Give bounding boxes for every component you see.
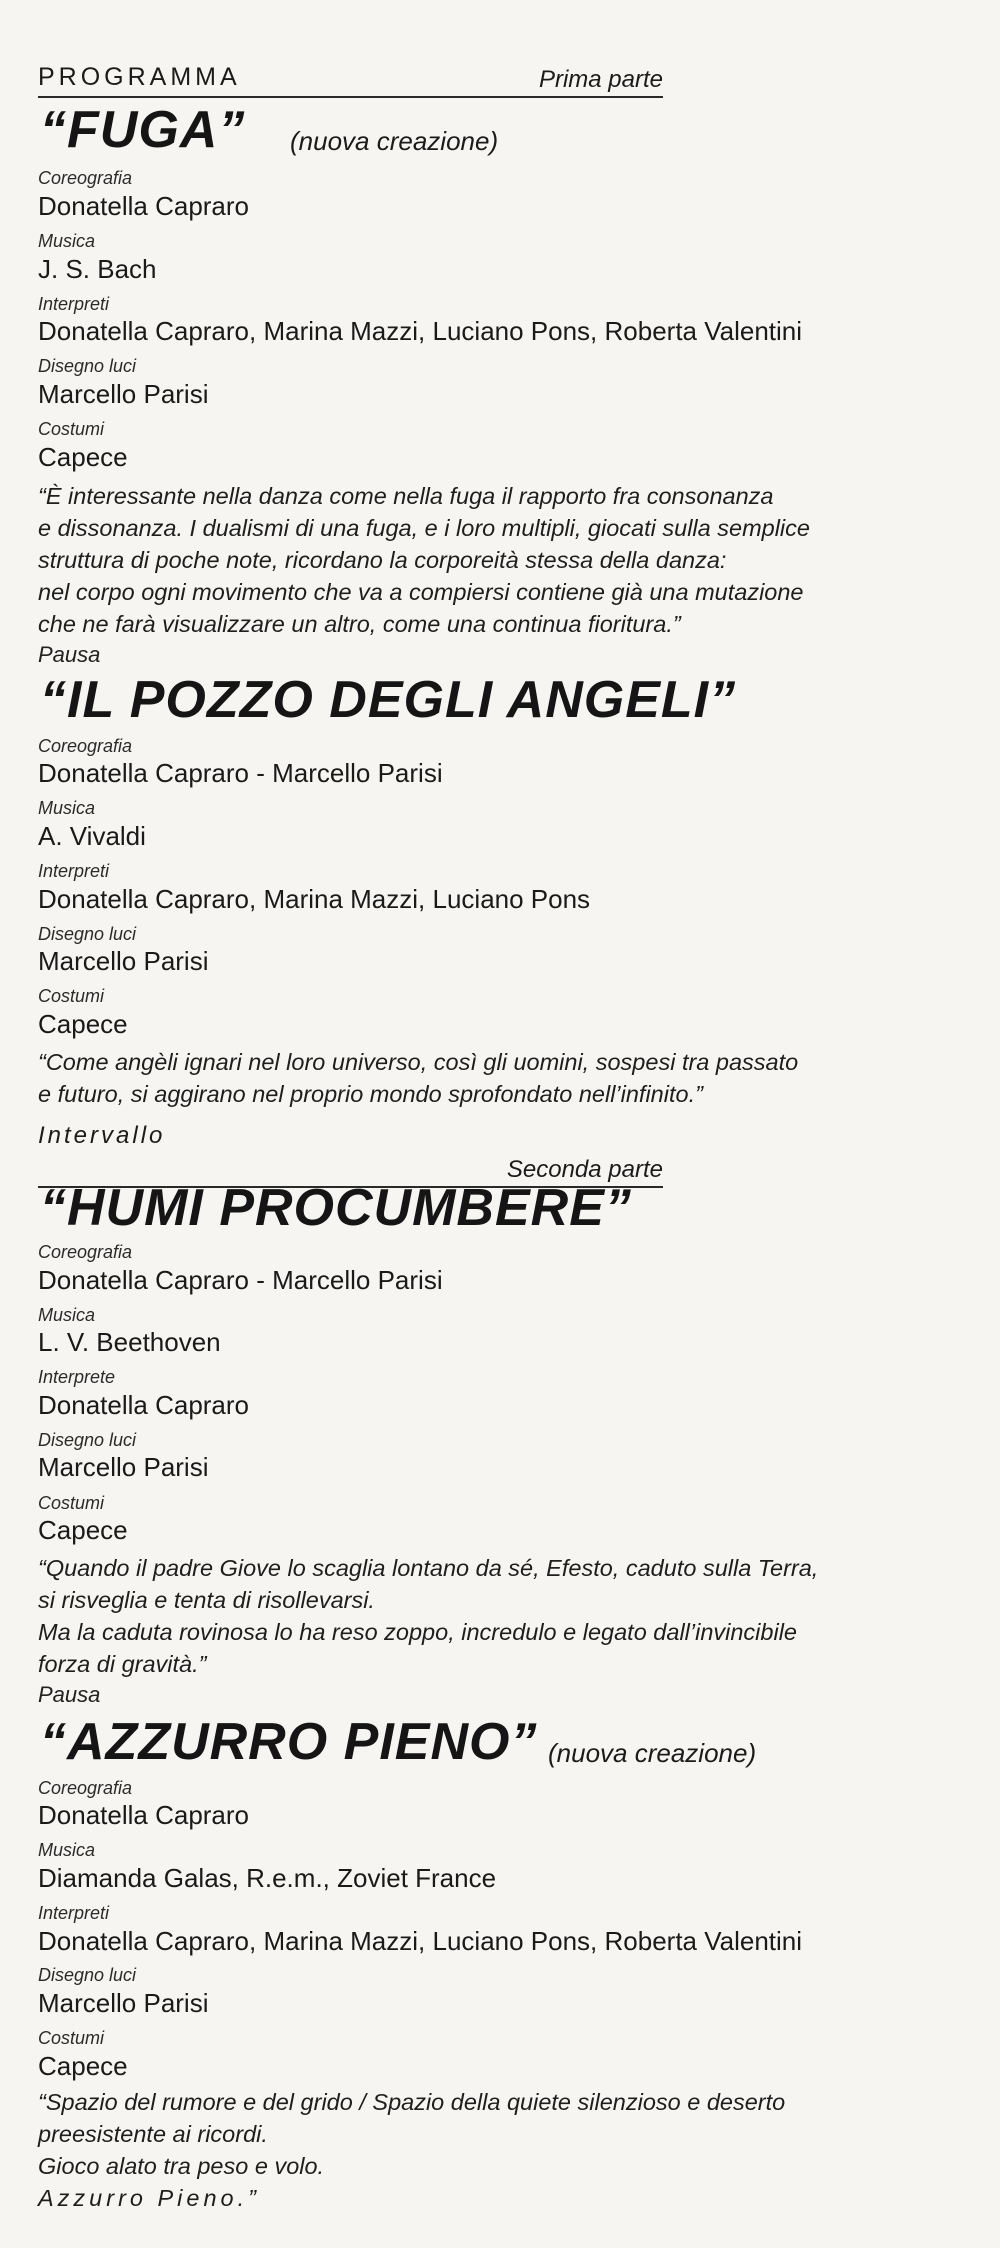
title-azzurro: “AZZURRO PIENO” xyxy=(40,1713,538,1771)
programma-label: PROGRAMMA xyxy=(38,63,241,91)
azzurro-musica: Diamanda Galas, R.e.m., Zoviet France xyxy=(38,1863,497,1893)
humi-musica-label: Musica xyxy=(38,1305,96,1325)
humi-interprete-label: Interprete xyxy=(38,1367,116,1387)
pozzo-musica: A. Vivaldi xyxy=(38,821,146,851)
azzurro-luci: Marcello Parisi xyxy=(38,1988,209,2018)
humi-costumi-label: Costumi xyxy=(38,1493,105,1513)
humi-costumi: Capece xyxy=(38,1515,128,1545)
prima-parte-label: Prima parte xyxy=(538,66,663,93)
pozzo-luci: Marcello Parisi xyxy=(38,946,209,976)
pozzo-coreografia-label: Coreografia xyxy=(38,736,133,756)
fuga-interpreti-label: Interpreti xyxy=(38,294,110,314)
pozzo-costumi-label: Costumi xyxy=(38,986,105,1006)
fuga-luci: Marcello Parisi xyxy=(38,379,209,409)
humi-quote xyxy=(38,1552,818,1680)
fuga-quote xyxy=(38,480,810,640)
quote-line: forza di gravità.” xyxy=(38,1651,207,1677)
title-humi: “HUMI PROCUMBERE” xyxy=(40,1179,632,1237)
fuga-coreografia: Donatella Capraro xyxy=(38,191,250,221)
pausa-1: Pausa xyxy=(38,642,101,667)
pozzo-costumi: Capece xyxy=(38,1009,128,1039)
quote-line: Ma la caduta rovinosa lo ha reso zoppo, incredulo e legato dall’invincibile xyxy=(38,1619,797,1645)
quote-line: Azzurro Pieno.” xyxy=(38,2185,260,2211)
azzurro-musica-label: Musica xyxy=(38,1840,96,1860)
quote-line: preesistente ai ricordi. xyxy=(38,2121,268,2147)
header-prima xyxy=(38,58,663,98)
fuga-coreografia-label: Coreografia xyxy=(38,168,133,188)
humi-interprete: Donatella Capraro xyxy=(38,1390,250,1420)
azzurro-quote xyxy=(38,2086,785,2214)
quote-line: che ne farà visualizzare un altro, come una continua fioritura.” xyxy=(38,611,681,637)
humi-luci: Marcello Parisi xyxy=(38,1452,209,1482)
fuga-musica-label: Musica xyxy=(38,231,96,251)
quote-line: e dissonanza. I dualismi di una fuga, e i loro multipli, giocati sulla semplice xyxy=(38,515,810,541)
fuga-note: (nuova creazione) xyxy=(290,126,499,156)
fuga-musica: J. S. Bach xyxy=(38,254,157,284)
humi-musica: L. V. Beethoven xyxy=(38,1327,221,1357)
azzurro-note: (nuova creazione) xyxy=(548,1738,757,1768)
quote-line: “Come angèli ignari nel loro universo, così gli uomini, sospesi tra passato xyxy=(38,1049,799,1075)
azzurro-luci-label: Disegno luci xyxy=(38,1965,137,1985)
humi-luci-label: Disegno luci xyxy=(38,1430,137,1450)
quote-line: “Quando il padre Giove lo scaglia lontano da sé, Efesto, caduto sulla Terra, xyxy=(38,1555,819,1581)
seconda-parte-label: Seconda parte xyxy=(506,1156,663,1183)
pozzo-musica-label: Musica xyxy=(38,798,96,818)
fuga-costumi-label: Costumi xyxy=(38,419,105,439)
quote-line: si risveglia e tenta di risollevarsi. xyxy=(38,1587,375,1613)
pozzo-interpreti: Donatella Capraro, Marina Mazzi, Luciano Pons xyxy=(38,884,591,914)
azzurro-costumi-label: Costumi xyxy=(38,2028,105,2048)
azzurro-coreografia-label: Coreografia xyxy=(38,1778,133,1798)
quote-line: Gioco alato tra peso e volo. xyxy=(38,2153,325,2179)
azzurro-interpreti: Donatella Capraro, Marina Mazzi, Luciano Pons, Roberta Valentini xyxy=(38,1926,803,1956)
intervallo-label: Intervallo xyxy=(38,1122,166,1149)
quote-line: e futuro, si aggirano nel proprio mondo sprofondato nell’infinito.” xyxy=(38,1081,703,1107)
title-pozzo: “IL POZZO DEGLI ANGELI” xyxy=(40,671,737,729)
fuga-costumi: Capece xyxy=(38,442,128,472)
quote-line: nel corpo ogni movimento che va a compiersi contiene già una mutazione xyxy=(38,579,804,605)
azzurro-costumi: Capece xyxy=(38,2051,128,2081)
pozzo-interpreti-label: Interpreti xyxy=(38,861,110,881)
quote-line: struttura di poche note, ricordano la corporeità stessa della danza: xyxy=(38,547,727,573)
quote-line: “È interessante nella danza come nella fuga il rapporto fra consonanza xyxy=(38,483,774,509)
pozzo-luci-label: Disegno luci xyxy=(38,924,137,944)
title-fuga: “FUGA” xyxy=(40,101,246,159)
fuga-luci-label: Disegno luci xyxy=(38,356,137,376)
humi-coreografia: Donatella Capraro - Marcello Parisi xyxy=(38,1265,443,1295)
azzurro-coreografia: Donatella Capraro xyxy=(38,1800,250,1830)
azzurro-interpreti-label: Interpreti xyxy=(38,1903,110,1923)
fuga-interpreti: Donatella Capraro, Marina Mazzi, Luciano Pons, Roberta Valentini xyxy=(38,316,803,346)
header-rule xyxy=(38,96,663,98)
humi-coreografia-label: Coreografia xyxy=(38,1242,133,1262)
pozzo-quote xyxy=(38,1046,798,1110)
pozzo-coreografia: Donatella Capraro - Marcello Parisi xyxy=(38,758,443,788)
pausa-2: Pausa xyxy=(38,1682,101,1707)
quote-line: “Spazio del rumore e del grido / Spazio della quiete silenzioso e deserto xyxy=(38,2089,786,2115)
